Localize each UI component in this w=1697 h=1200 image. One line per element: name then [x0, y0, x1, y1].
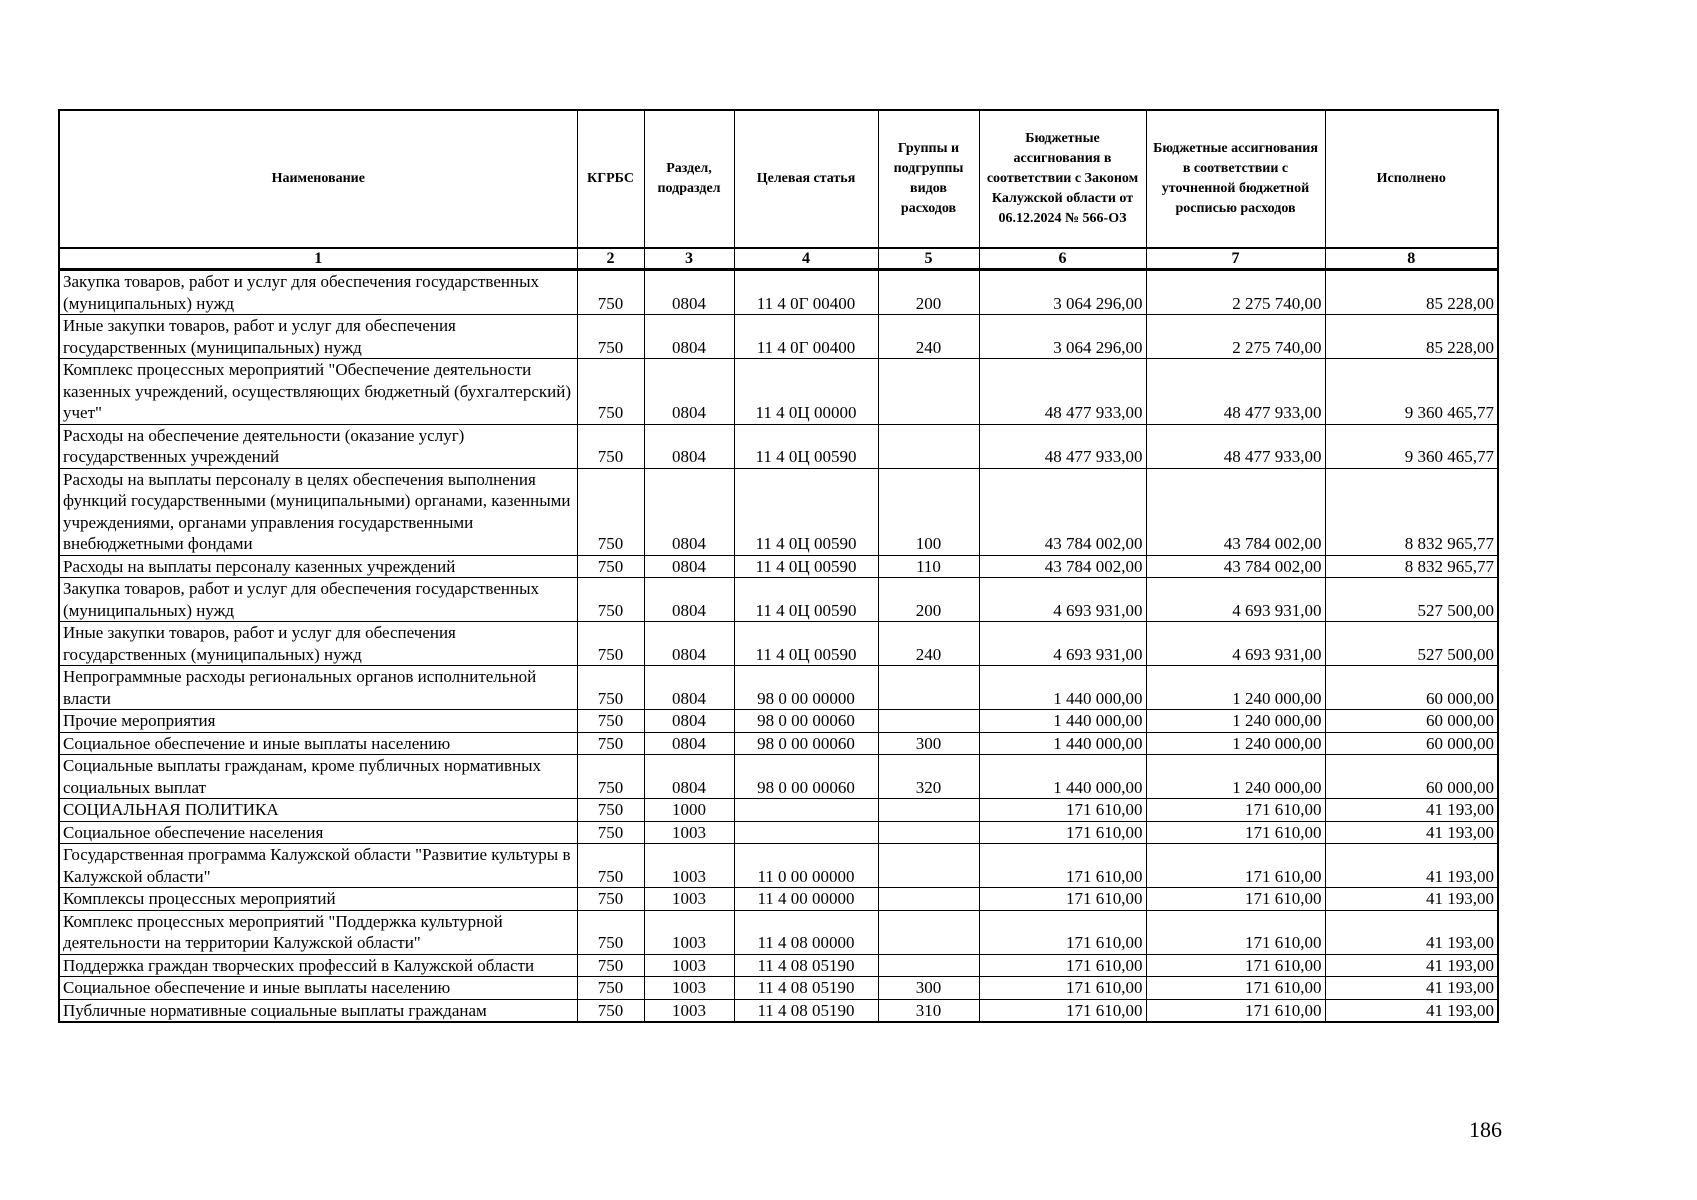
row-law-amount: 4 693 931,00: [979, 622, 1146, 666]
table-row: [59, 977, 1498, 1000]
row-refined-amount: 43 784 002,00: [1146, 555, 1325, 578]
row-section: 1003: [644, 888, 734, 911]
column-number: 7: [1146, 248, 1325, 270]
table-row: [59, 732, 1498, 755]
row-done-amount: 85 228,00: [1325, 270, 1498, 315]
column-number: 4: [734, 248, 878, 270]
row-article: 11 4 08 05190: [734, 977, 878, 1000]
table-row: [59, 910, 1498, 954]
row-section: 0804: [644, 468, 734, 555]
row-refined-amount: 171 610,00: [1146, 821, 1325, 844]
row-name: Публичные нормативные социальные выплаты гражданам: [59, 999, 577, 1022]
row-kgrbs: 750: [577, 844, 644, 888]
row-kgrbs: 750: [577, 954, 644, 977]
row-name: Социальное обеспечение и иные выплаты населению: [59, 977, 577, 1000]
budget-table: [58, 109, 1499, 1023]
row-kgrbs: 750: [577, 468, 644, 555]
header-cell: Группы и подгруппы видов расходов: [878, 110, 979, 248]
row-refined-amount: 171 610,00: [1146, 999, 1325, 1022]
row-group: [878, 821, 979, 844]
row-group: [878, 359, 979, 425]
row-group: [878, 888, 979, 911]
header-cell: Бюджетные ассигнования в соответствии с Законом Калужской области от 06.12.2024 № 566-ОЗ: [979, 110, 1146, 248]
row-group: [878, 799, 979, 822]
row-law-amount: 171 610,00: [979, 844, 1146, 888]
table-row: [59, 999, 1498, 1022]
row-name: Комплексы процессных мероприятий: [59, 888, 577, 911]
table-row: [59, 844, 1498, 888]
row-law-amount: 4 693 931,00: [979, 578, 1146, 622]
row-section: 1003: [644, 844, 734, 888]
row-law-amount: 171 610,00: [979, 977, 1146, 1000]
row-article: 11 4 08 05190: [734, 954, 878, 977]
table-row: [59, 578, 1498, 622]
row-name: Поддержка граждан творческих профессий в Калужской области: [59, 954, 577, 977]
row-kgrbs: 750: [577, 710, 644, 733]
row-section: 0804: [644, 359, 734, 425]
row-refined-amount: 48 477 933,00: [1146, 424, 1325, 468]
table-row: [59, 710, 1498, 733]
table-row: [59, 799, 1498, 822]
header-cell: Раздел, подраздел: [644, 110, 734, 248]
row-group: 320: [878, 755, 979, 799]
row-name: СОЦИАЛЬНАЯ ПОЛИТИКА: [59, 799, 577, 822]
row-done-amount: 41 193,00: [1325, 977, 1498, 1000]
row-article: 98 0 00 00060: [734, 732, 878, 755]
row-law-amount: 48 477 933,00: [979, 424, 1146, 468]
table-row: [59, 270, 1498, 315]
row-law-amount: 171 610,00: [979, 821, 1146, 844]
row-article: 11 4 00 00000: [734, 888, 878, 911]
row-group: 200: [878, 578, 979, 622]
row-law-amount: 171 610,00: [979, 999, 1146, 1022]
header-row: [59, 110, 1498, 248]
row-section: 0804: [644, 710, 734, 733]
row-done-amount: 41 193,00: [1325, 888, 1498, 911]
table-row: [59, 315, 1498, 359]
row-group: 100: [878, 468, 979, 555]
row-article: 11 4 0Ц 00000: [734, 359, 878, 425]
row-kgrbs: 750: [577, 821, 644, 844]
row-name: Государственная программа Калужской области "Развитие культуры в Калужской области": [59, 844, 577, 888]
row-done-amount: 60 000,00: [1325, 666, 1498, 710]
row-article: 98 0 00 00060: [734, 755, 878, 799]
header-cell: КГРБС: [577, 110, 644, 248]
row-article: 98 0 00 00060: [734, 710, 878, 733]
header-cell: Исполнено: [1325, 110, 1498, 248]
table-row: [59, 821, 1498, 844]
row-name: Расходы на выплаты персоналу в целях обеспечения выполнения функций государственными (муниципальными) органами, казенными учреждениями, органами управления государственными внебюджетными фондами: [59, 468, 577, 555]
row-kgrbs: 750: [577, 666, 644, 710]
row-group: 240: [878, 622, 979, 666]
row-done-amount: 9 360 465,77: [1325, 424, 1498, 468]
row-article: 11 4 0Ц 00590: [734, 622, 878, 666]
table-row: [59, 468, 1498, 555]
row-article: 11 4 08 05190: [734, 999, 878, 1022]
row-done-amount: 41 193,00: [1325, 799, 1498, 822]
row-refined-amount: 171 610,00: [1146, 910, 1325, 954]
row-name: Комплекс процессных мероприятий "Поддержка культурной деятельности на территории Калужской области": [59, 910, 577, 954]
column-number: 6: [979, 248, 1146, 270]
row-kgrbs: 750: [577, 888, 644, 911]
row-kgrbs: 750: [577, 977, 644, 1000]
row-done-amount: 41 193,00: [1325, 844, 1498, 888]
row-article: 11 4 0Ц 00590: [734, 424, 878, 468]
row-refined-amount: 1 240 000,00: [1146, 710, 1325, 733]
row-group: [878, 666, 979, 710]
row-name: Расходы на обеспечение деятельности (оказание услуг) государственных учреждений: [59, 424, 577, 468]
row-done-amount: 527 500,00: [1325, 578, 1498, 622]
row-article: 11 0 00 00000: [734, 844, 878, 888]
row-law-amount: 171 610,00: [979, 799, 1146, 822]
row-done-amount: 527 500,00: [1325, 622, 1498, 666]
row-article: 11 4 0Г 00400: [734, 270, 878, 315]
row-group: [878, 844, 979, 888]
column-number: 2: [577, 248, 644, 270]
table-row: [59, 622, 1498, 666]
row-refined-amount: 171 610,00: [1146, 977, 1325, 1000]
row-group: 240: [878, 315, 979, 359]
header-cell: Целевая статья: [734, 110, 878, 248]
row-kgrbs: 750: [577, 578, 644, 622]
row-law-amount: 1 440 000,00: [979, 710, 1146, 733]
row-refined-amount: 2 275 740,00: [1146, 270, 1325, 315]
row-law-amount: 171 610,00: [979, 888, 1146, 911]
row-name: Социальное обеспечение населения: [59, 821, 577, 844]
row-group: [878, 910, 979, 954]
row-law-amount: 48 477 933,00: [979, 359, 1146, 425]
row-kgrbs: 750: [577, 732, 644, 755]
table-row: [59, 424, 1498, 468]
row-section: 0804: [644, 666, 734, 710]
row-name: Иные закупки товаров, работ и услуг для обеспечения государственных (муниципальных) нужд: [59, 315, 577, 359]
row-section: 0804: [644, 270, 734, 315]
row-kgrbs: 750: [577, 622, 644, 666]
row-kgrbs: 750: [577, 755, 644, 799]
row-kgrbs: 750: [577, 799, 644, 822]
column-number-row: [59, 248, 1498, 270]
column-number: 3: [644, 248, 734, 270]
column-number: 8: [1325, 248, 1498, 270]
row-section: 0804: [644, 424, 734, 468]
row-law-amount: 43 784 002,00: [979, 468, 1146, 555]
row-section: 1003: [644, 910, 734, 954]
header-cell: Наименование: [59, 110, 577, 248]
row-refined-amount: 171 610,00: [1146, 844, 1325, 888]
row-name: Комплекс процессных мероприятий "Обеспечение деятельности казенных учреждений, осуществляющих бюджетный (бухгалтерский) учет": [59, 359, 577, 425]
row-name: Закупка товаров, работ и услуг для обеспечения государственных (муниципальных) нужд: [59, 578, 577, 622]
table-row: [59, 888, 1498, 911]
row-article: 11 4 0Ц 00590: [734, 555, 878, 578]
row-refined-amount: 1 240 000,00: [1146, 732, 1325, 755]
row-group: [878, 424, 979, 468]
row-group: 310: [878, 999, 979, 1022]
row-name: Социальное обеспечение и иные выплаты населению: [59, 732, 577, 755]
header-cell: Бюджетные ассигнования в соответствии с уточненной бюджетной росписью расходов: [1146, 110, 1325, 248]
row-refined-amount: 4 693 931,00: [1146, 622, 1325, 666]
row-law-amount: 1 440 000,00: [979, 732, 1146, 755]
row-article: 11 4 08 00000: [734, 910, 878, 954]
row-section: 0804: [644, 622, 734, 666]
row-section: 0804: [644, 732, 734, 755]
row-law-amount: 1 440 000,00: [979, 755, 1146, 799]
row-refined-amount: 171 610,00: [1146, 954, 1325, 977]
row-refined-amount: 4 693 931,00: [1146, 578, 1325, 622]
row-kgrbs: 750: [577, 424, 644, 468]
row-refined-amount: 43 784 002,00: [1146, 468, 1325, 555]
row-section: 1003: [644, 977, 734, 1000]
table-row: [59, 359, 1498, 425]
table-row: [59, 755, 1498, 799]
row-name: Расходы на выплаты персоналу казенных учреждений: [59, 555, 577, 578]
column-number: 5: [878, 248, 979, 270]
row-section: 0804: [644, 578, 734, 622]
row-section: 1000: [644, 799, 734, 822]
row-article: 11 4 0Ц 00590: [734, 468, 878, 555]
row-refined-amount: 2 275 740,00: [1146, 315, 1325, 359]
row-group: 300: [878, 977, 979, 1000]
row-refined-amount: 171 610,00: [1146, 799, 1325, 822]
row-name: Иные закупки товаров, работ и услуг для обеспечения государственных (муниципальных) нужд: [59, 622, 577, 666]
row-done-amount: 60 000,00: [1325, 755, 1498, 799]
row-name: Прочие мероприятия: [59, 710, 577, 733]
table-row: [59, 954, 1498, 977]
row-article: [734, 821, 878, 844]
row-article: [734, 799, 878, 822]
row-done-amount: 8 832 965,77: [1325, 468, 1498, 555]
row-law-amount: 3 064 296,00: [979, 270, 1146, 315]
row-kgrbs: 750: [577, 359, 644, 425]
table-row: [59, 666, 1498, 710]
column-number: 1: [59, 248, 577, 270]
row-done-amount: 41 193,00: [1325, 910, 1498, 954]
row-refined-amount: 171 610,00: [1146, 888, 1325, 911]
row-refined-amount: 1 240 000,00: [1146, 755, 1325, 799]
row-law-amount: 171 610,00: [979, 954, 1146, 977]
row-done-amount: 41 193,00: [1325, 821, 1498, 844]
row-refined-amount: 48 477 933,00: [1146, 359, 1325, 425]
row-section: 0804: [644, 755, 734, 799]
row-done-amount: 85 228,00: [1325, 315, 1498, 359]
row-kgrbs: 750: [577, 999, 644, 1022]
row-group: 110: [878, 555, 979, 578]
row-section: 0804: [644, 315, 734, 359]
row-kgrbs: 750: [577, 910, 644, 954]
row-kgrbs: 750: [577, 270, 644, 315]
row-name: Социальные выплаты гражданам, кроме публичных нормативных социальных выплат: [59, 755, 577, 799]
row-name: Закупка товаров, работ и услуг для обеспечения государственных (муниципальных) нужд: [59, 270, 577, 315]
row-article: 11 4 0Г 00400: [734, 315, 878, 359]
page-number: 186: [1469, 1117, 1502, 1142]
row-refined-amount: 1 240 000,00: [1146, 666, 1325, 710]
row-name: Непрограммные расходы региональных органов исполнительной власти: [59, 666, 577, 710]
row-done-amount: 8 832 965,77: [1325, 555, 1498, 578]
row-done-amount: 9 360 465,77: [1325, 359, 1498, 425]
row-article: 11 4 0Ц 00590: [734, 578, 878, 622]
row-group: 200: [878, 270, 979, 315]
row-group: [878, 954, 979, 977]
row-done-amount: 60 000,00: [1325, 710, 1498, 733]
row-section: 0804: [644, 555, 734, 578]
row-section: 1003: [644, 821, 734, 844]
row-section: 1003: [644, 954, 734, 977]
row-done-amount: 60 000,00: [1325, 732, 1498, 755]
row-kgrbs: 750: [577, 315, 644, 359]
row-law-amount: 43 784 002,00: [979, 555, 1146, 578]
row-group: [878, 710, 979, 733]
row-kgrbs: 750: [577, 555, 644, 578]
row-section: 1003: [644, 999, 734, 1022]
row-group: 300: [878, 732, 979, 755]
row-done-amount: 41 193,00: [1325, 954, 1498, 977]
row-done-amount: 41 193,00: [1325, 999, 1498, 1022]
row-law-amount: 171 610,00: [979, 910, 1146, 954]
row-law-amount: 1 440 000,00: [979, 666, 1146, 710]
table-row: [59, 555, 1498, 578]
row-law-amount: 3 064 296,00: [979, 315, 1146, 359]
row-article: 98 0 00 00000: [734, 666, 878, 710]
